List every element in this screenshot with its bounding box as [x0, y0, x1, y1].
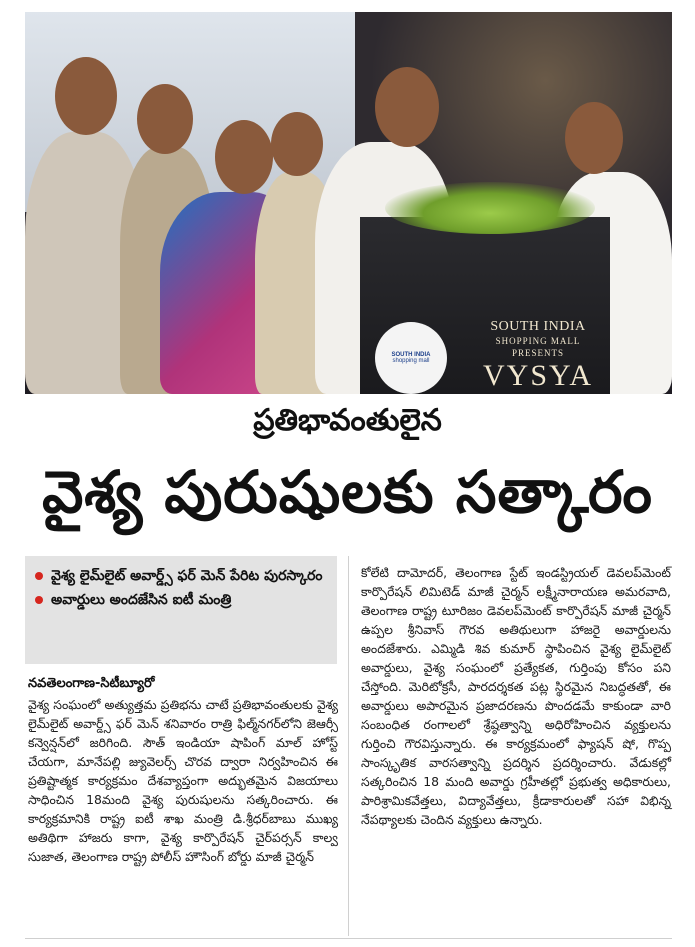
person-2-head	[137, 84, 193, 154]
column-divider	[348, 556, 349, 936]
event-photo	[25, 12, 672, 394]
highlight-item	[35, 588, 327, 612]
article-paragraph: వైశ్య సంఘంలో అత్యుత్తమ ప్రతిభను చాటే ప్రతిభావంతులకు వైశ్య లైమ్‌లైట్ అవార్డ్స్ ఫర్ మెన్ శనివారం రాత్రి ఫిల్మ్‌నగర్‌లోని జెఆర్సీ కన్వెన్షన్‌లో జరిగింది. సౌత్ ఇండియా షాపింగ్ మాల్ హోస్ట్ చేయగా, మానేపల్లి జ్యువెలర్స్ చొరవ ద్వారా నిర్వహించిన ఈ ప్రతిష్టాత్మక కార్యక్రమం దేశవ్యాప్తంగా అద్భుతమైన విజయాలు సాధించిన 18మంది వైశ్య పురుషులను సత్కరించారు. ఈ కార్యక్రమానికి రాష్ట్ర ఐటీ శాఖ మంత్రి డి.శ్రీధర్‌బాబు ముఖ్య అతిథిగా హాజరు కాగా, వైశ్య కార్పొరేషన్ చైర్‌పర్సన్ కాల్వ సుజాత, తెలంగాణ రాష్ట్ర పోలీస్ హౌసింగ్ బోర్డు మాజీ చైర్మన్	[28, 697, 338, 864]
podium-brand: SOUTH INDIA	[490, 319, 586, 334]
person-6-head	[565, 102, 623, 174]
logo-text: SOUTH INDIA	[391, 352, 431, 358]
highlight-item	[35, 564, 327, 588]
person-5-head	[375, 67, 439, 147]
flower-arrangement	[385, 182, 595, 234]
podium-title: VYSYA	[482, 359, 594, 392]
bottom-rule	[25, 938, 672, 939]
bullet-icon	[35, 572, 43, 580]
bullet-icon	[35, 596, 43, 604]
headline-main: వైశ్య పురుషులకు సత్కారం	[42, 458, 653, 526]
article-paragraph: కోలేటి దామోదర్, తెలంగాణ స్టేట్ ఇండస్ట్రియల్ డెవలప్‌మెంట్ కార్పొరేషన్ లిమిటెడ్ మాజీ చైర్మన్ లక్ష్మీనారాయణ అమరవాది, తెలంగాణ రాష్ట్ర టూరిజం డెవలప్‌మెంట్ కార్పొరేషన్ మాజీ చైర్మన్ ఉప్పల శ్రీనివాస్ గౌరవ అతిథులుగా హాజరై అవార్డులను అందజేశారు. ఎమ్మిడి శివ కుమార్ స్థాపించిన వైశ్య లైమ్‌లైట్ అవార్డులు, వైశ్య సంఘంలో ప్రత్యేకత, గుర్తింపు కోసం పని చేస్తోంది. మెరిటోక్రసీ, పారదర్శకత పట్ల స్థిరమైన నిబద్ధతతో, ఈ అవార్డులు అపారమైన ప్రజాదరణను పొందడమే కాకుండా వారి సంబంధిత రంగాలలో శ్రేష్ఠత్వాన్ని అధిరోహించిన వ్యక్తులను గుర్తించి గౌరవిస్తున్నారు. ఈ కార్యక్రమంలో ఫ్యాషన్ షో, గొప్ప సాంస్కృతిక వారసత్వాన్ని ప్రదర్శిన ప్రదర్శించారు. వేడుకల్లో సత్కరించిన 18 మంది అవార్డు గ్రహీతల్లో ప్రభుత్వ అధికారులు, పారిశ్రామికవేత్తలు, విద్యావేత్తలు, క్రీడాకారులతో సహా విభిన్న నేపథ్యాలకు చెందిన వ్యక్తులు ఉన్నారు.	[361, 565, 671, 827]
podium-presents: PRESENTS	[511, 348, 564, 358]
person-3-head	[215, 120, 273, 194]
byline: నవతెలంగాణ-సిటీబ్యూరో	[28, 676, 155, 691]
highlight-text: వైశ్య లైమ్‌లైట్ అవార్డ్స్ ఫర్ మెన్ పేరిట పురస్కారం	[51, 568, 323, 584]
podium-brand-sub: SHOPPING MALL	[495, 336, 581, 346]
logo-sub: shopping mall	[392, 358, 430, 364]
podium-signage	[453, 319, 623, 393]
person-1-head	[55, 57, 117, 135]
highlights-box	[25, 556, 337, 664]
brand-logo	[375, 322, 447, 394]
person-4-head	[271, 112, 323, 176]
highlight-text: అవార్డులు అందజేసిన ఐటీ మంత్రి	[51, 592, 232, 608]
article-column-right	[361, 563, 671, 829]
headline-kicker: ప్రతిభావంతులైన	[253, 403, 442, 438]
article-column-left	[28, 695, 338, 866]
